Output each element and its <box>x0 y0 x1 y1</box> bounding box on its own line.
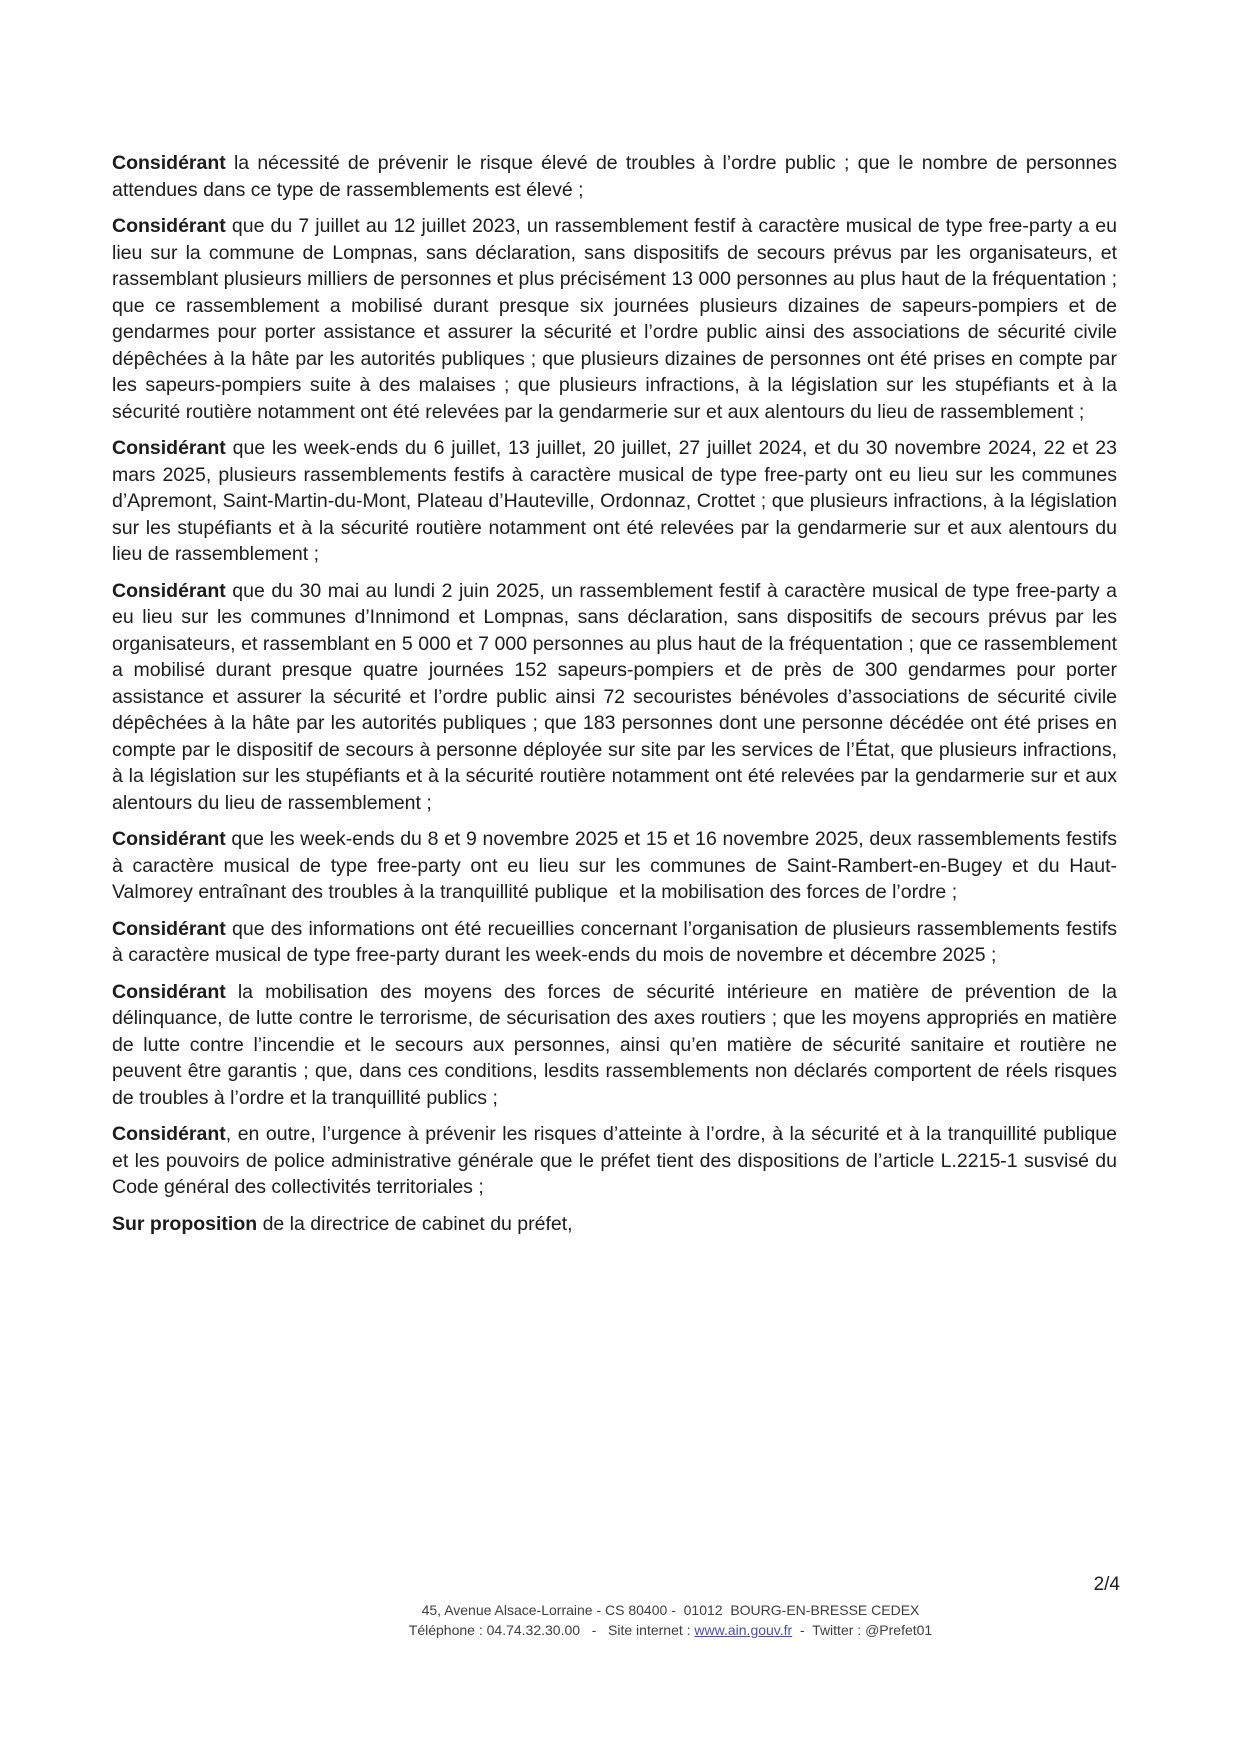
considerant-paragraph <box>112 578 1117 817</box>
website-link[interactable]: www.ain.gouv.fr <box>694 1622 793 1638</box>
paragraph-lead: Considérant <box>112 152 226 174</box>
footer-twitter: - Twitter : @Prefet01 <box>792 1622 933 1638</box>
paragraph-text: que des informations ont été recueillies concernant l’organisation de plusieurs rassemblements festifs à caractère musical de type free-party durant les week-ends du mois de novembre et décembre 2025 ; <box>112 917 1117 966</box>
paragraph-text: la mobilisation des moyens des forces de sécurité intérieure en matière de prévention de la délinquance, de lutte contre le terrorisme, de sécurisation des axes routiers ; que les moyens appropriés en matière de lutte contre l’incendie et le secours aux personnes, ainsi qu’en matière de sécurité sanitaire et routière ne peuvent être garantis ; que, dans ces conditions, lesdits rassemblements non déclarés comportent de réels risques de troubles à l’ordre et la tranquillité publics ; <box>112 980 1117 1109</box>
paragraph-text: que les week-ends du 8 et 9 novembre 2025 et 15 et 16 novembre 2025, deux rassemblements festifs à caractère musical de type free-party ont eu lieu sur les communes de Saint-Rambert-en-Bugey et du Haut-Valmorey entraînant des troubles à la tranquillité publique et la mobilisation des forces de l’ordre ; <box>112 828 1117 903</box>
paragraph-text: , en outre, l’urgence à prévenir les risques d’atteinte à l’ordre, à la sécurité et à la tranquillité publique et les pouvoirs de police administrative générale que le préfet tient des dispositions de l’article L.2215-1 susvisé du Code général des collectivités territoriales ; <box>112 1123 1117 1198</box>
page-footer <box>100 1600 1241 1640</box>
considerant-paragraph <box>112 826 1117 906</box>
paragraph-lead: Considérant <box>112 828 226 850</box>
paragraph-lead: Sur proposition <box>112 1212 258 1235</box>
paragraph-lead: Considérant <box>112 579 226 602</box>
footer-phone: Téléphone : 04.74.32.30.00 - Site internet : <box>408 1622 695 1638</box>
considerant-paragraph <box>112 1121 1117 1201</box>
paragraph-text: que du 30 mai au lundi 2 juin 2025, un rassemblement festif à caractère musical de type free-party a eu lieu sur les communes d’Innimond et Lompnas, sans déclaration, sans dispositifs de secours prévus par les organisateurs, et rassemblant en 5 000 et 7 000 personnes au plus haut de la fréquentation ; que ce rassemblement a mobilisé durant presque quatre journées 152 sapeurs-pompiers et de près de 300 gendarmes pour porter assistance et assurer la sécurité et l’ordre public ainsi 72 secouristes bénévoles d’associations de sécurité civile dépêchées à la hâte par les autorités publiques ; que 183 personnes dont une personne décédée ont été prises en compte par le dispositif de secours à personne déployée sur site par les services de l’État, que plusieurs infractions, à la législation sur les stupéfiants et à la sécurité routière notamment ont été relevées par la gendarmerie sur et aux alentours du lieu de rassemblement ; <box>112 579 1117 814</box>
considerant-paragraph <box>112 979 1117 1112</box>
page-number: 2/4 <box>1093 1574 1120 1595</box>
paragraph-lead: Considérant <box>112 980 226 1003</box>
paragraph-text: de la directrice de cabinet du préfet, <box>257 1212 573 1235</box>
footer-contact <box>100 1620 1241 1640</box>
paragraph-text: que les week-ends du 6 juillet, 13 juillet, 20 juillet, 27 juillet 2024, et du 30 novembre 2024, 22 et 23 mars 2025, plusieurs rassemblements festifs à caractère musical de type free-party ont eu lieu sur les communes d’Apremont, Saint-Martin-du-Mont, Plateau d’Hauteville, Ordonnaz, Crottet ; que plusieurs infractions, à la législation sur les stupéfiants et à la sécurité routière notamment ont été relevées par la gendarmerie sur et aux alentours du lieu de rassemblement ; <box>112 437 1117 565</box>
paragraph-lead: Considérant <box>112 215 226 237</box>
considerant-paragraph <box>112 213 1117 425</box>
considerant-paragraph <box>112 435 1117 568</box>
paragraph-text: que du 7 juillet au 12 juillet 2023, un rassemblement festif à caractère musical de type free-party a eu lieu sur la commune de Lompnas, sans déclaration, sans dispositifs de secours prévus par les organisateurs, et rassemblant plusieurs milliers de personnes et plus précisément 13 000 personnes au plus haut de la fréquentation ; que ce rassemblement a mobilisé durant presque six journées plusieurs dizaines de sapeurs-pompiers et de gendarmes pour porter assistance et assurer la sécurité et l’ordre public ainsi des associations de sécurité civile dépêchées à la hâte par les autorités publiques ; que plusieurs dizaines de personnes ont été prises en compte par les sapeurs-pompiers suite à des malaises ; que plusieurs infractions, à la législation sur les stupéfiants et à la sécurité routière notamment ont été relevées par la gendarmerie sur et aux alentours du lieu de rassemblement ; <box>112 215 1117 423</box>
considerant-paragraph <box>112 916 1117 969</box>
footer-address: 45, Avenue Alsace-Lorraine - CS 80400 - 01012 BOURG-EN-BRESSE CEDEX <box>421 1602 920 1618</box>
sur-proposition-paragraph <box>112 1211 1117 1238</box>
document-body <box>112 150 1117 1247</box>
paragraph-text: la nécessité de prévenir le risque élevé de troubles à l’ordre public ; que le nombre de personnes attendues dans ce type de rassemblements est élevé ; <box>112 152 1117 201</box>
considerant-paragraph <box>112 150 1117 203</box>
paragraph-lead: Considérant <box>112 437 226 459</box>
paragraph-lead: Considérant <box>112 917 226 940</box>
paragraph-lead: Considérant <box>112 1123 226 1145</box>
